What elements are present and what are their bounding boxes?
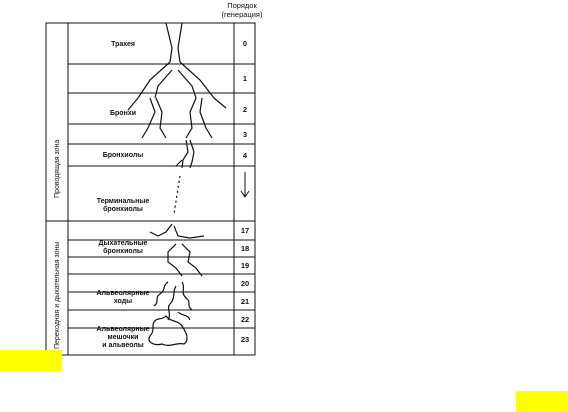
order-21: 21 <box>240 297 250 306</box>
highlight-box-left <box>0 350 62 371</box>
label-bronchioles: Бронхиолы <box>102 152 144 159</box>
label-alveolar-ducts: Альвеолярные ходы <box>96 290 150 305</box>
order-header-line1: Порядок <box>227 1 257 10</box>
label-terminal-bronchioles: Терминальные бронхиолы <box>96 198 150 213</box>
order-18: 18 <box>240 244 250 253</box>
highlight-box-right <box>516 391 568 412</box>
generation-row-lines <box>68 64 255 328</box>
order-0: 0 <box>242 39 248 48</box>
label-bronchi: Бронхи <box>109 110 136 117</box>
order-20: 20 <box>240 279 250 288</box>
order-header-line2: (генерация) <box>221 10 263 19</box>
order-1: 1 <box>242 74 248 83</box>
order-22: 22 <box>240 315 250 324</box>
order-19: 19 <box>240 261 250 270</box>
zone-label-conducting: Проводящая зона <box>54 139 61 198</box>
order-23: 23 <box>240 335 250 344</box>
order-2: 2 <box>242 105 248 114</box>
order-17: 17 <box>240 226 250 235</box>
zone-label-transitional: Переходная и дыхательная зоны <box>54 241 61 349</box>
label-respiratory-bronchioles: Дыхательные бронхиолы <box>98 240 148 255</box>
label-alveolar-sacs: Альвеолярные мешочки и альвеолы <box>96 326 150 349</box>
order-3: 3 <box>242 130 248 139</box>
label-trachea: Трахея <box>111 41 135 48</box>
order-4: 4 <box>242 151 248 160</box>
